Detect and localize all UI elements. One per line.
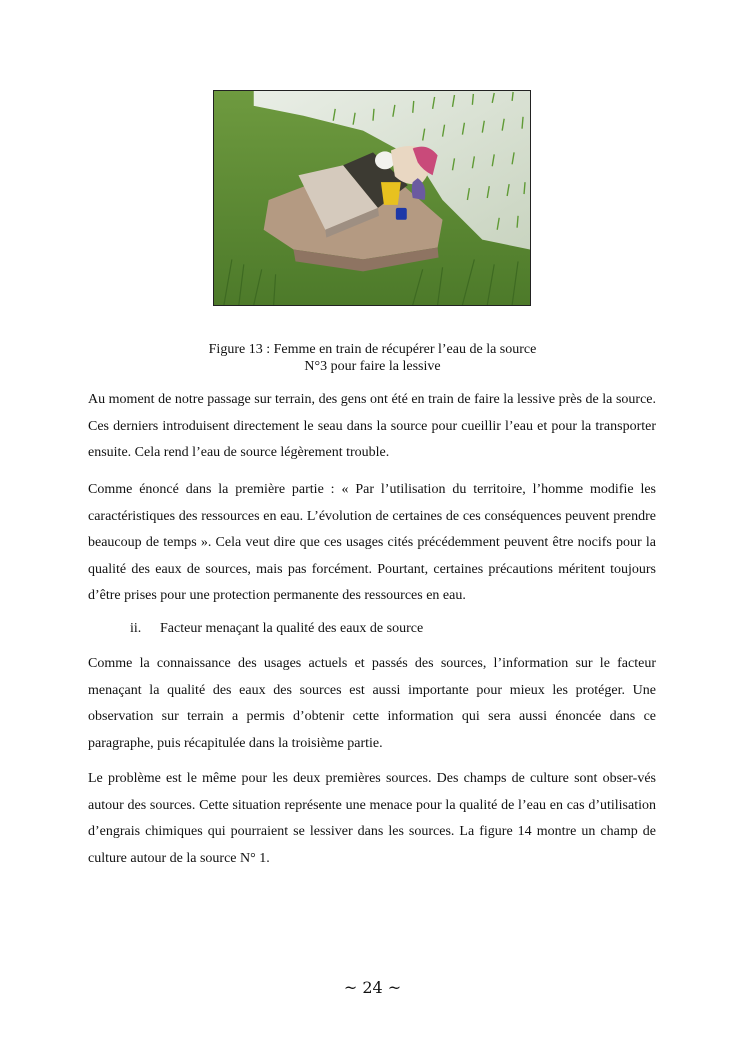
subheading-title: Facteur menaçant la qualité des eaux de source	[160, 621, 424, 636]
figure-caption-line1: Figure 13 : Femme en train de récupérer l’eau de la source	[208, 342, 537, 357]
figure-photo	[213, 90, 531, 306]
paragraph-4: Le problème est le même pour les deux premières sources. Des champs de culture sont obser-vés autour des sources. Cette situation représente une menace pour la qualité de l’eau en cas d’utilisation d’engrais chimiques qui pourraient se lessiver dans les sources. La figure 14 montre un champ de culture autour de la source N° 1.	[88, 771, 656, 866]
paragraph-1: Au moment de notre passage sur terrain, des gens ont été en train de faire la lessive près de la source. Ces derniers introduisent directement le seau dans la source pour cueillir l’eau et pour la transporter ensuite. Cela rend l’eau de source légèrement trouble.	[88, 392, 656, 460]
figure-caption	[0, 341, 745, 375]
photo-woman-at-spring	[214, 91, 530, 305]
page-number: ~ 24 ~	[343, 978, 402, 997]
figure-caption-line2: N°3 pour faire la lessive	[304, 359, 441, 374]
paragraph-2: Comme énoncé dans la première partie : « Par l’utilisation du territoire, l’homme modifie les caractéristiques des ressources en eau. L’évolution de certaines de ces conséquences peuvent prendre beaucoup de temps ». Cela veut dire que ces usages cités précédemment peuvent être nocifs pour la qualité des eaux de sources, mais pas forcément. Pourtant, certaines précautions méritent toujours d’être prises pour une protection permanente des ressources en eau.	[88, 482, 656, 603]
section-subheading	[130, 620, 423, 638]
paragraph-3: Comme la connaissance des usages actuels et passés des sources, l’information sur le facteur menaçant la qualité des eaux des sources est aussi importante pour mieux les protéger. Une observation sur terrain a permis d’obtenir cette information qui sera aussi énoncée dans ce paragraphe, puis récapitulée dans la troisième partie.	[88, 656, 656, 751]
subheading-number: ii.	[130, 621, 142, 636]
